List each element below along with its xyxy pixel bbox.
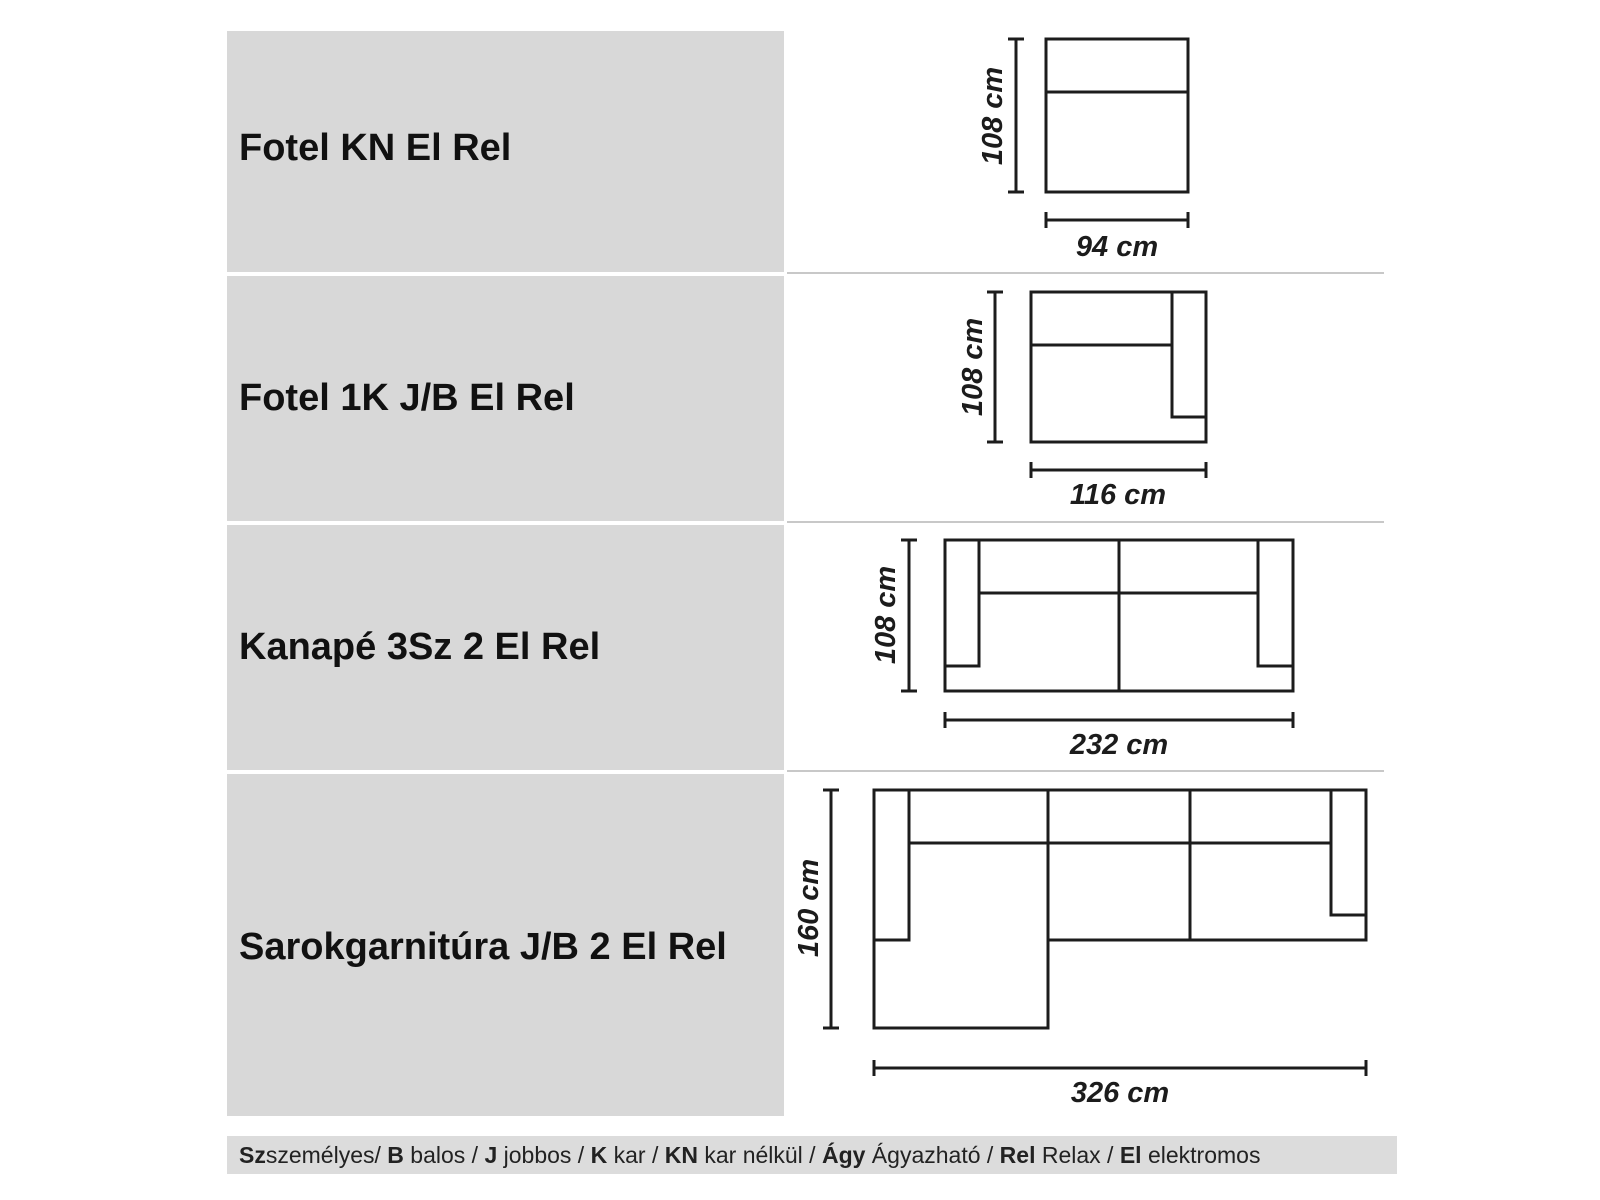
legend-abbr: Rel	[999, 1142, 1036, 1168]
legend-abbr: K	[590, 1142, 608, 1168]
width-dimension-line	[945, 712, 1293, 728]
width-label: 326 cm	[1070, 1077, 1170, 1109]
legend-abbr: Ágy	[821, 1142, 866, 1168]
depth-label: 160 cm	[793, 858, 825, 958]
legend-abbr: Sz	[239, 1142, 266, 1168]
legend-text: személyes/	[265, 1142, 388, 1168]
armchair-no-arm-diagram	[1046, 39, 1188, 192]
product-name: Fotel 1K J/B El Rel	[239, 377, 575, 419]
width-label: 94 cm	[1075, 231, 1159, 263]
depth-dimension-line	[987, 292, 1003, 442]
depth-label: 108 cm	[870, 565, 902, 665]
width-dimension-line	[1046, 212, 1188, 228]
legend-abbr: El	[1119, 1142, 1142, 1168]
sofa-diagram	[945, 540, 1293, 691]
width-label: 116 cm	[1069, 479, 1167, 511]
legend-text: elektromos	[1141, 1142, 1261, 1168]
armchair-one-arm-diagram	[1031, 292, 1206, 442]
depth-dimension-line	[1008, 39, 1024, 192]
width-label: 232 cm	[1069, 729, 1169, 761]
legend-text: kar /	[607, 1142, 665, 1168]
legend-abbr: J	[484, 1142, 498, 1168]
corner-sofa-diagram	[874, 790, 1366, 1028]
legend-text: Ágyazható /	[865, 1142, 1000, 1168]
legend-abbr: B	[387, 1142, 404, 1168]
legend-text: balos /	[403, 1142, 485, 1168]
depth-dimension-line	[823, 790, 839, 1028]
legend-abbr: KN	[664, 1142, 698, 1168]
legend-text: jobbos /	[497, 1142, 591, 1168]
product-name: Sarokgarnitúra J/B 2 El Rel	[239, 926, 727, 968]
product-name: Kanapé 3Sz 2 El Rel	[239, 626, 601, 668]
width-dimension-line	[1031, 462, 1206, 478]
depth-label: 108 cm	[977, 66, 1009, 166]
product-name: Fotel KN El Rel	[239, 127, 512, 169]
abbreviation-legend	[227, 1136, 1397, 1174]
depth-dimension-line	[901, 540, 917, 691]
depth-label: 108 cm	[957, 317, 989, 417]
legend-text: Relax /	[1035, 1142, 1120, 1168]
legend-text: kar nélkül /	[697, 1142, 822, 1168]
width-dimension-line	[874, 1060, 1366, 1076]
